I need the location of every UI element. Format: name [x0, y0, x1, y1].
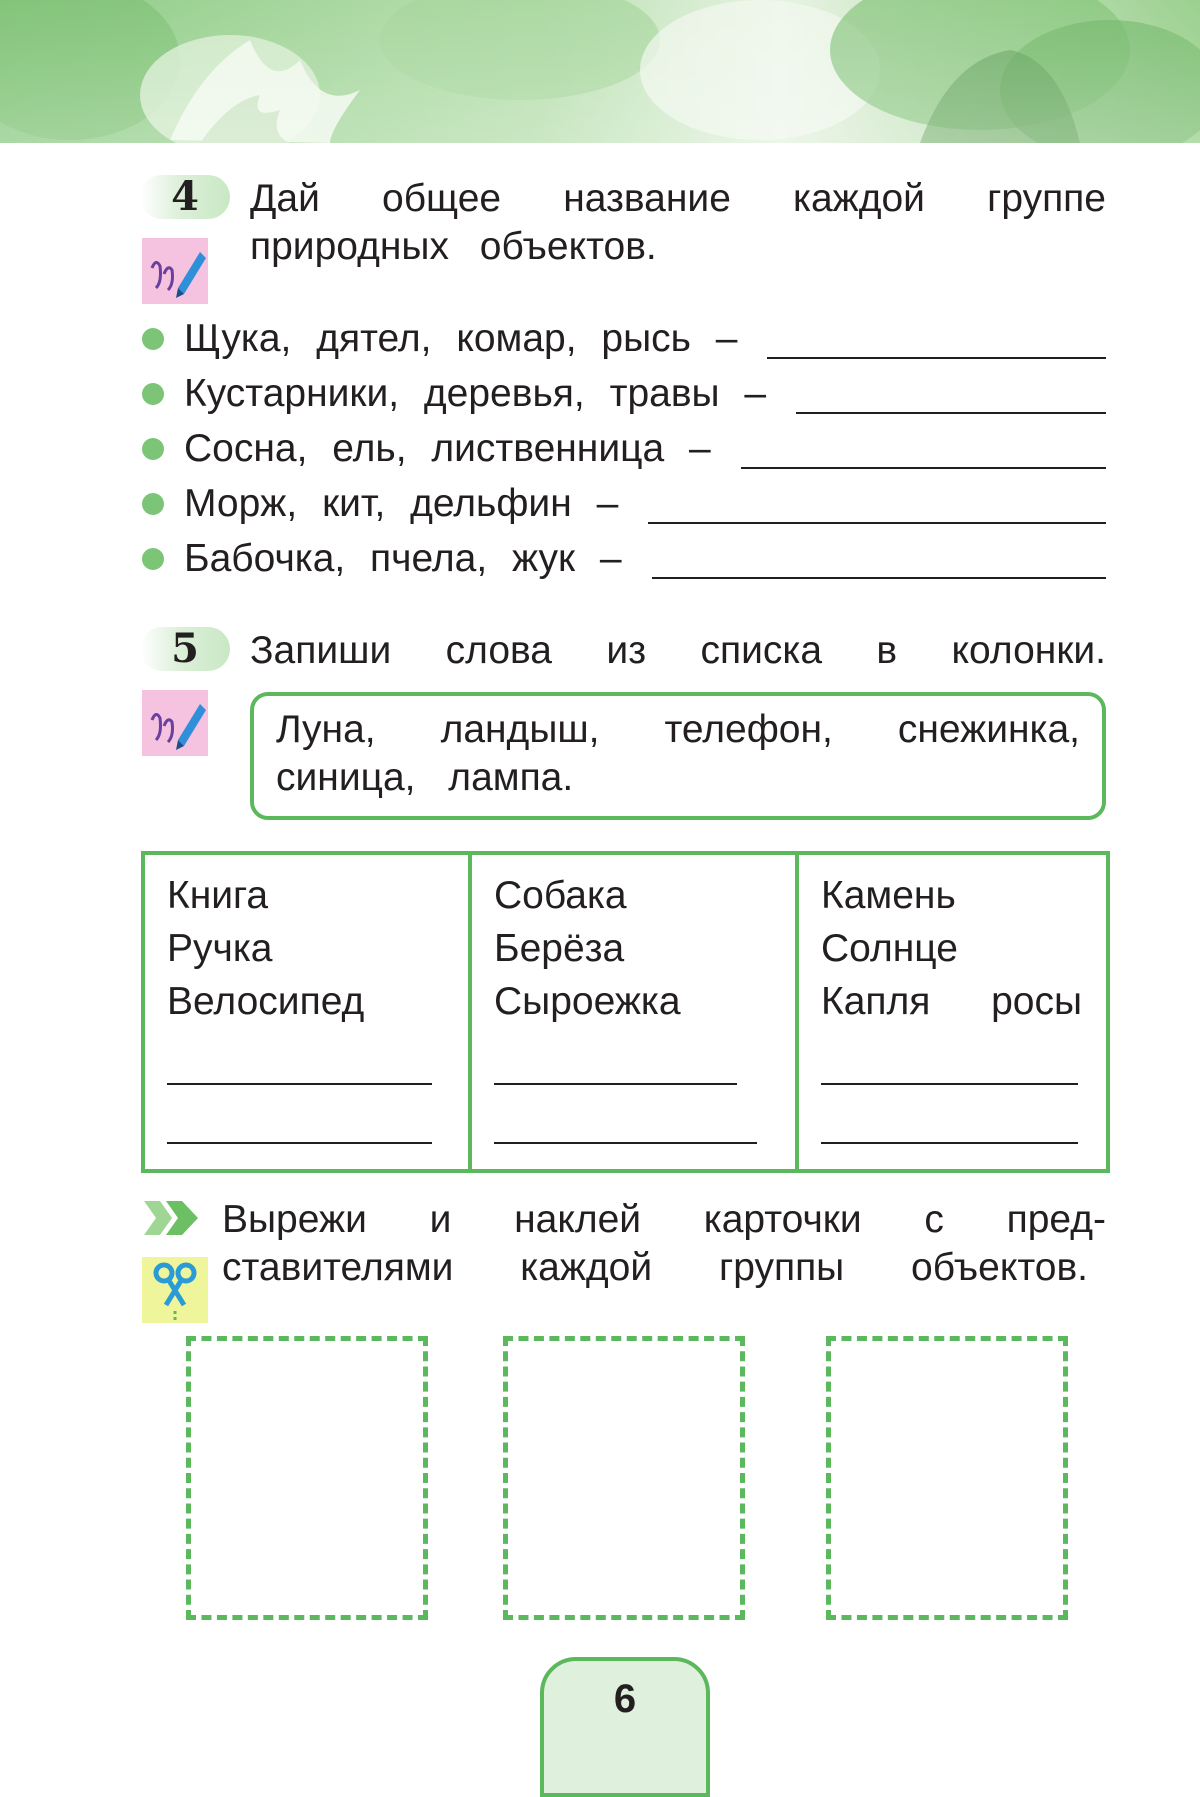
table-column: [795, 855, 1106, 1169]
card-paste-area[interactable]: [186, 1336, 428, 1620]
task-number-badge: 5: [140, 627, 230, 671]
column-word: Ручка: [167, 927, 273, 970]
column-word: Собака: [494, 874, 627, 917]
list-item: [142, 427, 1106, 471]
bullet-icon: [142, 493, 164, 515]
bullet-icon: [142, 328, 164, 350]
column-word: Велосипед: [167, 980, 365, 1023]
pen-writing-icon: [142, 238, 208, 304]
nature-photo-banner: [0, 0, 1200, 143]
bullet-icon: [142, 548, 164, 570]
cut-task-instruction-line2: ставителями каждой группы объектов.: [222, 1246, 1088, 1289]
answer-blank-line[interactable]: [767, 323, 1106, 359]
answer-blank-line[interactable]: [652, 543, 1106, 579]
list-item: [142, 317, 1106, 361]
answer-blank-line[interactable]: [796, 378, 1106, 414]
task4-instruction-line1: Дай общее название каждой группе: [250, 177, 1106, 220]
list-item: [142, 372, 1106, 416]
column-word: Капля росы: [821, 980, 1082, 1023]
answer-blank-line[interactable]: [648, 488, 1106, 524]
item-text: Бабочка, пчела, жук –: [184, 537, 622, 580]
answer-blank-line[interactable]: [167, 1142, 432, 1144]
answer-blank-line[interactable]: [821, 1142, 1078, 1144]
item-text: Щука, дятел, комар, рысь –: [184, 317, 738, 360]
list-item: [142, 482, 1106, 526]
word-list-box: [250, 692, 1106, 820]
item-text: Кустарники, деревья, травы –: [184, 372, 767, 415]
word-list-line2: синица, лампа.: [276, 756, 574, 799]
page-number-tab: [540, 1657, 710, 1797]
header-banner-image: [0, 0, 1200, 143]
task-number-badge: 4: [140, 175, 230, 219]
pen-writing-icon: [142, 690, 208, 756]
task5-instruction: Запиши слова из списка в колонки.: [250, 629, 1106, 672]
sorting-table: [141, 851, 1110, 1173]
item-text: Морж, кит, дельфин –: [184, 482, 619, 525]
cut-arrow-icon: [142, 1201, 202, 1235]
answer-blank-line[interactable]: [494, 1083, 737, 1085]
column-word: Берёза: [494, 927, 625, 970]
table-column: [468, 855, 795, 1169]
column-word: Книга: [167, 874, 269, 917]
table-column: [145, 855, 468, 1169]
card-paste-area[interactable]: [503, 1336, 745, 1620]
column-word: Солнце: [821, 927, 958, 970]
task4-instruction-line2: природных объектов.: [250, 225, 657, 268]
cut-task-instruction-line1: Вырежи и наклей карточки с пред-: [222, 1198, 1106, 1241]
bullet-icon: [142, 383, 164, 405]
page-number: 6: [613, 1677, 637, 1721]
answer-blank-line[interactable]: [167, 1083, 432, 1085]
task4-item-list: [142, 317, 1106, 581]
answer-blank-line[interactable]: [494, 1142, 757, 1144]
answer-blank-line[interactable]: [741, 433, 1106, 469]
scissors-icon: [142, 1257, 208, 1323]
column-word: Камень: [821, 874, 956, 917]
item-text: Сосна, ель, лиственница –: [184, 427, 711, 470]
card-paste-area[interactable]: [826, 1336, 1068, 1620]
column-word: Сыроежка: [494, 980, 681, 1023]
bullet-icon: [142, 438, 164, 460]
word-list-line1: Луна, ландыш, телефон, снежинка,: [276, 708, 1080, 751]
list-item: [142, 537, 1106, 581]
answer-blank-line[interactable]: [821, 1083, 1078, 1085]
